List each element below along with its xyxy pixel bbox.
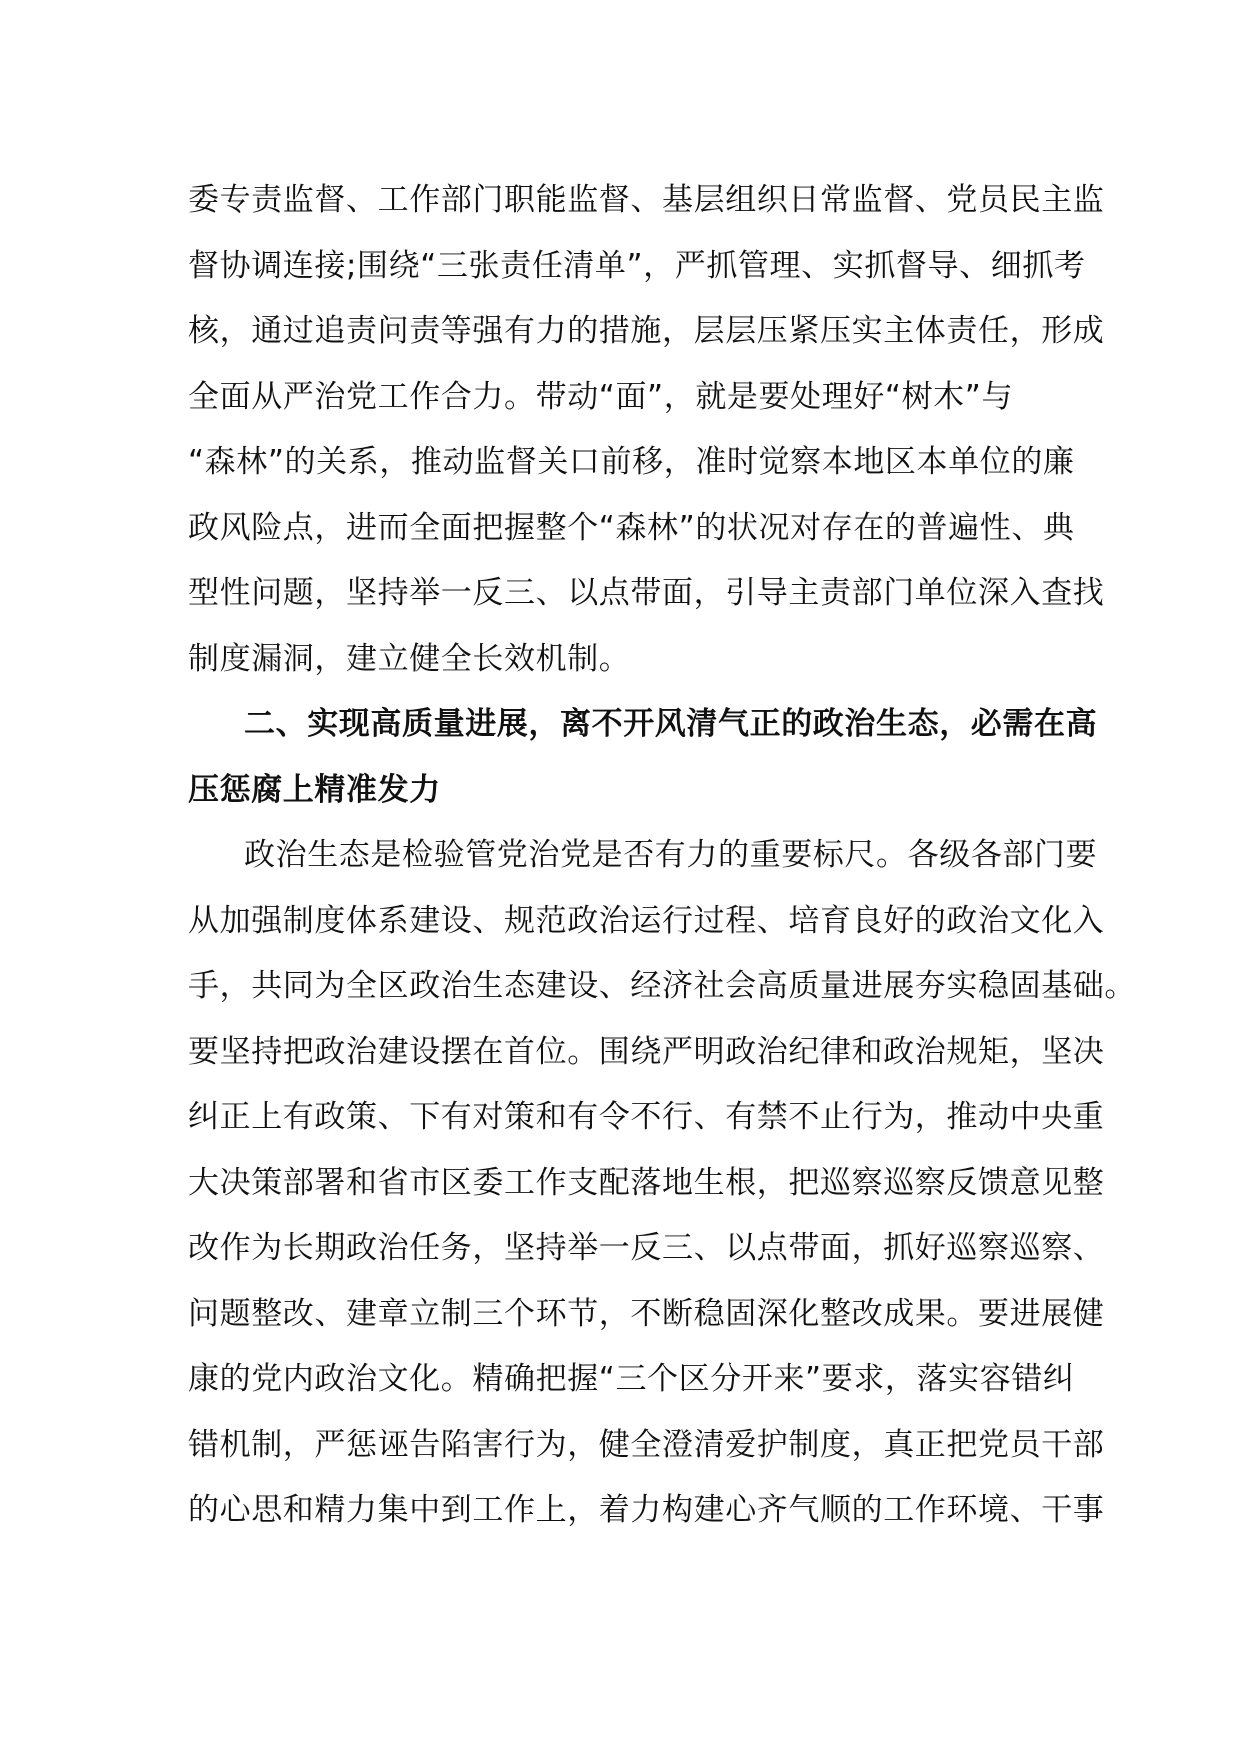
body-text-line: 大决策部署和省市区委工作支配落地生根，把巡察巡察反馈意见整 [188,1164,1105,1201]
section-heading-line: 二、实现高质量进展，离不开风清气正的政治生态，必需在高 [244,706,1098,742]
body-text-line: 康的党内政治文化。精确把握“三个区分开来”要求，落实容错纠 [188,1361,1075,1397]
body-text-line: 政风险点，进而全面把握整个“森林”的状况对存在的普遍性、典 [188,509,1075,546]
body-text-line: 委专责监督、工作部门职能监督、基层组织日常监督、党员民主监 [188,182,1105,218]
body-text-line: 手，共同为全区政治生态建设、经济社会高质量进展夯实稳固基础。 [188,968,1136,1004]
body-text-line: 政治生态是检验管党治党是否有力的重要标尺。各级各部门要 [244,837,1098,873]
body-text-line: 改作为长期政治任务，坚持举一反三、以点带面，抓好巡察巡察、 [188,1230,1105,1266]
body-text-line: 制度漏洞，建立健全长效机制。 [188,640,631,677]
body-text-line: 核，通过追责问责等强有力的措施，层层压紧压实主体责任，形成 [188,313,1105,349]
body-text-line: 纠正上有政策、下有对策和有令不行、有禁不止行为，推动中央重 [188,1099,1105,1135]
body-text-line: 要坚持把政治建设摆在首位。围绕严明政治纪律和政治规矩，坚决 [188,1033,1105,1070]
document-page [188,168,1136,1544]
body-text-line: 错机制，严惩诬告陷害行为，健全澄清爱护制度，真正把党员干部 [188,1426,1105,1463]
body-text-line: 的心思和精力集中到工作上，着力构建心齐气顺的工作环境、干事 [188,1492,1105,1528]
body-text-line: 全面从严治党工作合力。带动“面”，就是要处理好“树木”与 [188,378,1014,415]
body-text-line: “森林”的关系，推动监督关口前移，准时觉察本地区本单位的廉 [188,444,1075,480]
section-heading-line: 压惩腐上精准发力 [188,771,441,808]
body-text-line: 型性问题，坚持举一反三、以点带面，引导主责部门单位深入查找 [188,575,1105,611]
body-text-line: 问题整改、建章立制三个环节，不断稳固深化整改成果。要进展健 [188,1295,1105,1332]
body-text-line: 从加强制度体系建设、规范政治运行过程、培育良好的政治文化入 [188,902,1105,939]
body-text-line: 督协调连接;围绕“三张责任清单”，严抓管理、实抓督导、细抓考 [188,247,1086,284]
